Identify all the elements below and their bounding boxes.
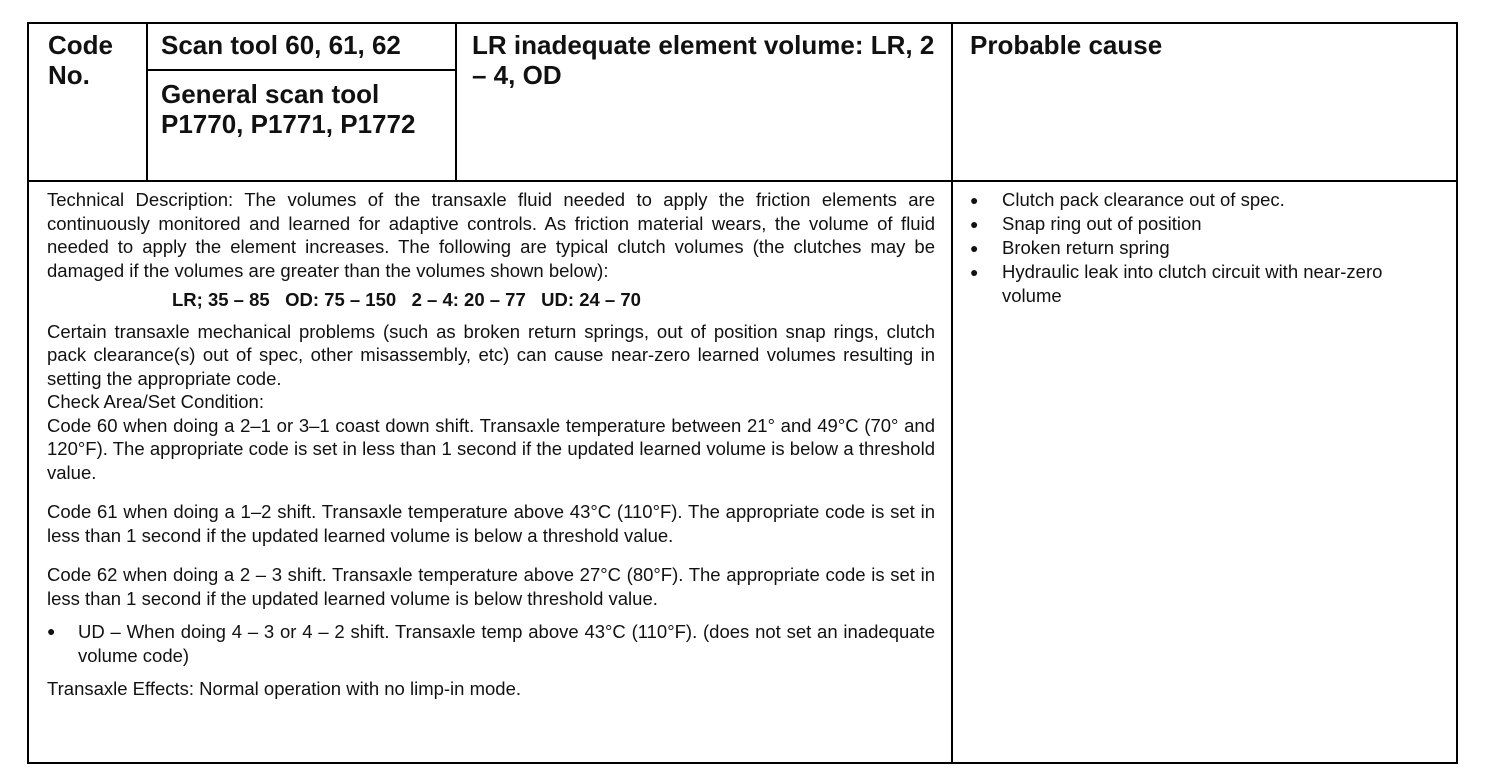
list-item: ● Broken return spring	[968, 236, 1438, 260]
scan-tool-header: Scan tool 60, 61, 62	[161, 30, 401, 60]
technical-description: Technical Description: The volumes of the transaxle fluid needed to apply the friction elements are continuously monitored and learned for adaptive controls. As friction material wears, the volume of fluid needed to apply the element increases. The following are typical clutch volumes (the clutches may be damaged if the volumes are greater than the volumes shown below):	[47, 189, 935, 281]
probable-cause-header: Probable cause	[970, 30, 1163, 60]
description-body	[47, 188, 935, 701]
code-62-condition: Code 62 when doing a 2 – 3 shift. Transaxle temperature above 27°C (80°F). The appropriate code is set in less than 1 second if the updated learned volume is below threshold value.	[47, 564, 935, 609]
code-60-condition: Code 60 when doing a 2–1 or 3–1 coast down shift. Transaxle temperature between 21° and 49°C (70° and 120°F). The appropriate code is set in less than 1 second if the updated learned volume is below a threshold value.	[47, 414, 935, 483]
check-area: Check Area/Set Condition:	[47, 391, 264, 412]
list-item: ● Hydraulic leak into clutch circuit with near-zero volume	[968, 260, 1438, 308]
general-scan-tool-header: General scan tool P1770, P1771, P1772	[161, 79, 416, 139]
header-divider	[27, 180, 1458, 182]
column-divider-scan-tool	[455, 22, 457, 181]
ud-note: ● UD – When doing 4 – 3 or 4 – 2 shift. Transaxle temp above 43°C (110°F). (does not set an inadequate volume code)	[47, 620, 935, 667]
scan-tool-divider	[146, 69, 457, 71]
description-header: LR inadequate element volume: LR, 2 – 4, OD	[472, 30, 935, 90]
mechanical-problems: Certain transaxle mechanical problems (such as broken return springs, out of position snap rings, clutch pack clearance(s) out of spec, other misassembly, etc) can cause near-zero learned volumes resulting in setting the appropriate code.	[47, 320, 935, 389]
column-divider-cause	[951, 22, 953, 764]
transaxle-effects: Transaxle Effects: Normal operation with no limp-in mode.	[47, 678, 522, 699]
column-divider-code	[146, 22, 148, 181]
clutch-volumes: LR; 35 – 85 OD: 75 – 150 2 – 4: 20 – 77 UD: 24 – 70	[172, 289, 641, 310]
probable-cause-list	[968, 188, 1438, 308]
code-no-header: Code No.	[48, 30, 113, 90]
list-item: ● Snap ring out of position	[968, 212, 1438, 236]
code-61-condition: Code 61 when doing a 1–2 shift. Transaxle temperature above 43°C (110°F). The appropriate code is set in less than 1 second if the updated learned volume is below a threshold value.	[47, 501, 935, 546]
list-item: ● Clutch pack clearance out of spec.	[968, 188, 1438, 212]
